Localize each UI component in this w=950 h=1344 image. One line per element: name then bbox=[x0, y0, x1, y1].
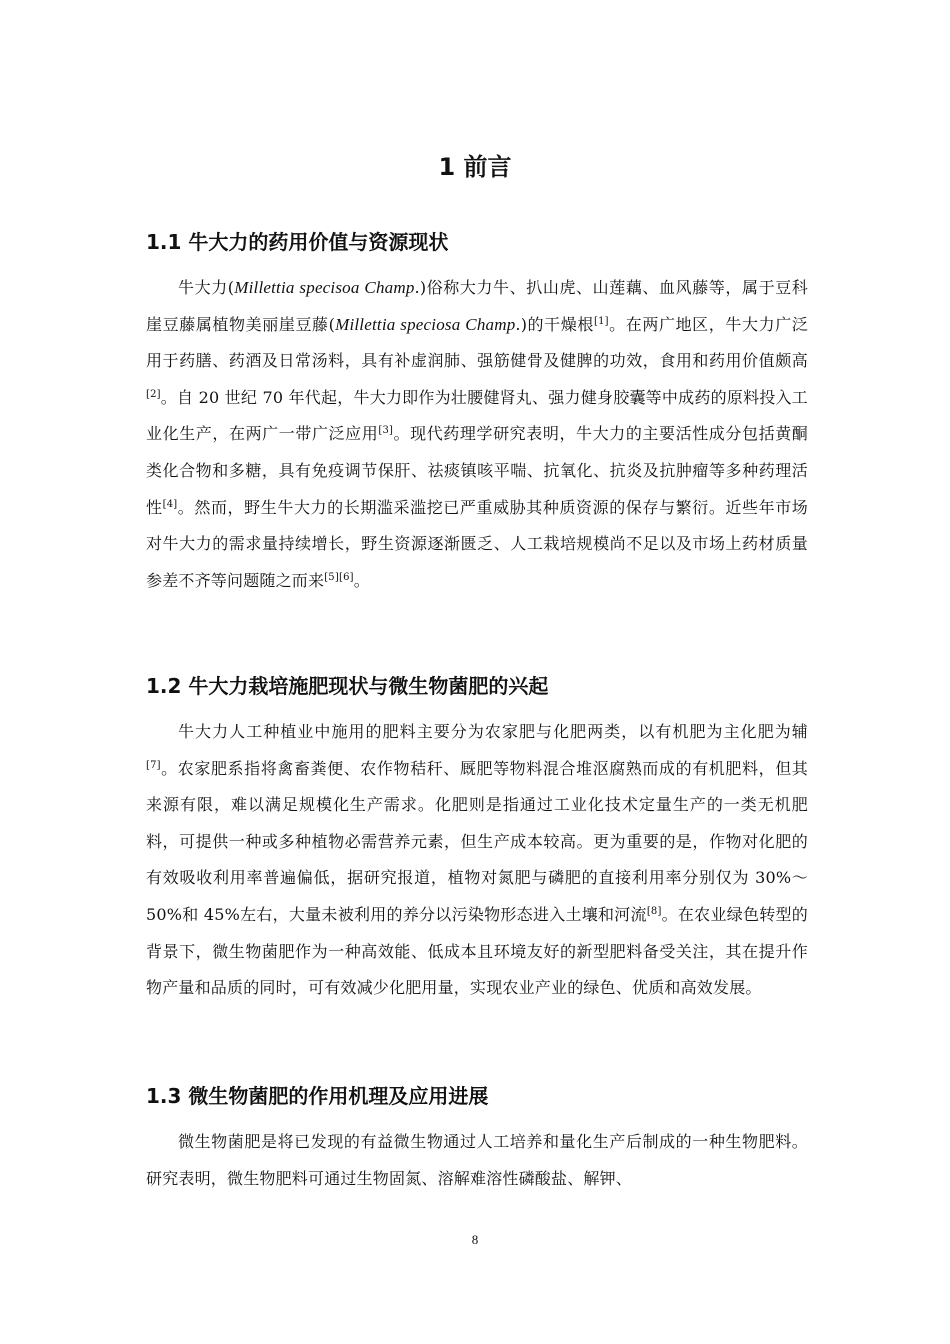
section-title: 1.3 微生物菌肥的作用机理及应用进展 bbox=[146, 1084, 489, 1108]
latin-name: Millettia speciosa Champ bbox=[335, 314, 516, 334]
citation: [7] bbox=[146, 759, 161, 771]
citation: [2] bbox=[146, 388, 161, 400]
section-paragraph: 牛大力人工种植业中施用的肥料主要分为农家肥与化肥两类，以有机肥为主化肥为辅[7]。农家肥系指将禽畜粪便、农作物秸秆、厩肥等物料混合堆沤腐熟而成的有机肥料，但其来源有限，难以满足规模化生产需求。化肥则是指通过工业化技术定量生产的一类无机肥料，可提供一种或多种植物必需营养元素，但生产成本较高。更为重要的是，作物对化肥的有效吸收利用率普遍偏低，据研究报道，植物对氮肥与磷肥的直接利用率分别仅为 30%～50%和 45%左右，大量未被利用的养分以污染物形态进入土壤和河流[8]。在农业绿色转型的背景下，微生物菌肥作为一种高效能、低成本且环境友好的新型肥料备受关注，其在提升作物产量和品质的同时，可有效减少化肥用量，实现农业产业的绿色、优质和高效发展。 bbox=[146, 722, 808, 998]
citation: [1] bbox=[593, 315, 609, 327]
page-number: 8 bbox=[471, 1232, 479, 1247]
citation: [8] bbox=[646, 905, 662, 917]
section-title: 1.2 牛大力栽培施肥现状与微生物菌肥的兴起 bbox=[146, 674, 549, 698]
section-1-2 bbox=[146, 670, 808, 1007]
section-title: 1.1 牛大力的药用价值与资源现状 bbox=[146, 230, 449, 254]
citation: [3] bbox=[378, 425, 394, 437]
citation: [5][6] bbox=[324, 571, 354, 583]
section-paragraph: 牛大力(Millettia specisoa Champ.)俗称大力牛、扒山虎、山莲藕、血风藤等，属于豆科崖豆藤属植物美丽崖豆藤(Millettia speciosa Champ.)的干燥根[1]。在两广地区，牛大力广泛用于药膳、药酒及日常汤料，具有补虚润肺、强筋健骨及健脾的功效，食用和药用价值颇高[2]。自 20 世纪 70 年代起，牛大力即作为壮腰健肾丸、强力健身胶囊等中成药的原料投入工业化生产，在两广一带广泛应用[3]。现代药理学研究表明，牛大力的主要活性成分包括黄酮类化合物和多糖，具有免疫调节保肝、祛痰镇咳平喘、抗氧化、抗炎及抗肿瘤等多种药理活性[4]。然而，野生牛大力的长期滥采滥挖已严重威胁其种质资源的保存与繁衍。近些年市场对牛大力的需求量持续增长，野生资源逐渐匮乏、人工栽培规模尚不足以及市场上药材质量参差不齐等问题随之而来[5][6]。 bbox=[146, 278, 809, 590]
chapter-title: 1 前言 bbox=[438, 153, 512, 181]
section-1-3 bbox=[146, 1080, 808, 1197]
citation: [4] bbox=[162, 498, 178, 510]
section-paragraph: 微生物菌肥是将已发现的有益微生物通过人工培养和量化生产后制成的一种生物肥料。研究表明，微生物肥料可通过生物固氮、溶解难溶性磷酸盐、解钾、 bbox=[146, 1132, 808, 1188]
section-1-1 bbox=[146, 226, 808, 599]
latin-name: Millettia specisoa Champ bbox=[234, 278, 415, 297]
